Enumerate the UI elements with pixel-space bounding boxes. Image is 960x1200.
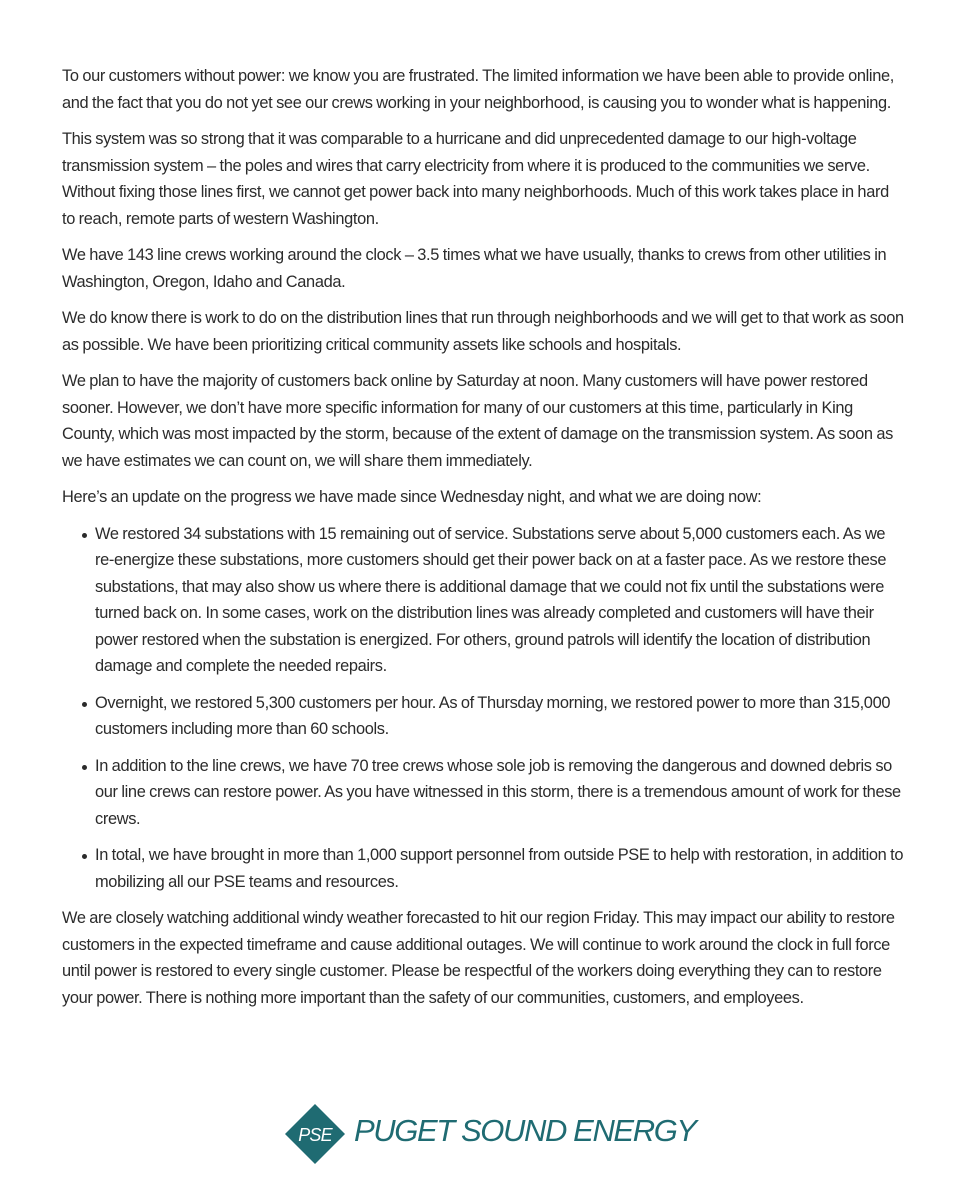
- logo-mark-text: PSE: [298, 1125, 332, 1145]
- list-item: [62, 842, 904, 895]
- list-item: [62, 521, 904, 680]
- letter-body: [62, 63, 904, 1021]
- paragraph-closing: We are closely watching additional windy weather forecasted to hit our region Friday. This may impact our ability to restore customers in the expected timeframe and cause additional outages. We will continue to work around the clock in full force until power is restored to every single customer. Please be respectful of the workers doing everything they can to restore your power. There is nothing more important than the safety of our communities, customers, and employees.: [62, 909, 895, 1007]
- list-item: [62, 753, 904, 833]
- bullet-icon: [82, 702, 87, 707]
- update-list: [62, 521, 904, 896]
- paragraph-intro: To our customers without power: we know you are frustrated. The limited information we have been able to provide online, and the fact that you do not yet see our crews working in your neighborhood, is causing you to wonder what is happening.: [62, 67, 894, 112]
- paragraph-transmission: This system was so strong that it was comparable to a hurricane and did unprecedented damage to our high-voltage transmission system – the poles and wires that carry electricity from where it is produced to the communities we serve. Without fixing those lines first, we cannot get power back into many neighborhoods. Much of this work takes place in hard to reach, remote parts of western Washington.: [62, 130, 889, 228]
- list-item-text: In total, we have brought in more than 1,000 support personnel from outside PSE to help with restoration, in addition to mobilizing all our PSE teams and resources.: [95, 846, 904, 891]
- logo-wordmark: PUGET SOUND ENERGY: [354, 1113, 696, 1148]
- pse-logo: [284, 1103, 696, 1167]
- paragraph-estimates: We plan to have the majority of customers back online by Saturday at noon. Many customers will have power restored sooner. However, we don’t have more specific information for many of our customers at this time, particularly in King County, which was most impacted by the storm, because of the extent of damage on the transmission system. As soon as we have estimates we can count on, we will share them immediately.: [62, 372, 893, 470]
- list-item-text: In addition to the line crews, we have 70 tree crews whose sole job is removing the dangerous and downed debris so our line crews can restore power. As you have witnessed in this storm, there is a tremendous amount of work for these crews.: [95, 756, 901, 828]
- pse-diamond-icon: [284, 1103, 346, 1165]
- paragraph-distribution: We do know there is work to do on the distribution lines that run through neighborhoods and we will get to that work as soon as possible. We have been prioritizing critical community assets like schools and hospitals.: [62, 309, 904, 354]
- paragraph-update-intro: Here’s an update on the progress we have made since Wednesday night, and what we are doing now:: [62, 488, 762, 506]
- list-item: [62, 690, 904, 743]
- bullet-icon: [82, 765, 87, 770]
- bullet-icon: [82, 854, 87, 859]
- list-item-text: We restored 34 substations with 15 remaining out of service. Substations serve about 5,000 customers each. As we re-energize these substations, more customers should get their power back on at a faster pace. As we restore these substations, that may also show us where there is additional damage that we could not fix until the substations were turned back on. In some cases, work on the distribution lines was already completed and customers will have their power restored when the substation is energized. For others, ground patrols will identify the location of distribution damage and complete the needed repairs.: [95, 524, 887, 675]
- list-item-text: Overnight, we restored 5,300 customers per hour. As of Thursday morning, we restored power to more than 315,000 customers including more than 60 schools.: [95, 693, 891, 738]
- bullet-icon: [82, 533, 87, 538]
- paragraph-line-crews: We have 143 line crews working around the clock – 3.5 times what we have usually, thanks to crews from other utilities in Washington, Oregon, Idaho and Canada.: [62, 246, 887, 291]
